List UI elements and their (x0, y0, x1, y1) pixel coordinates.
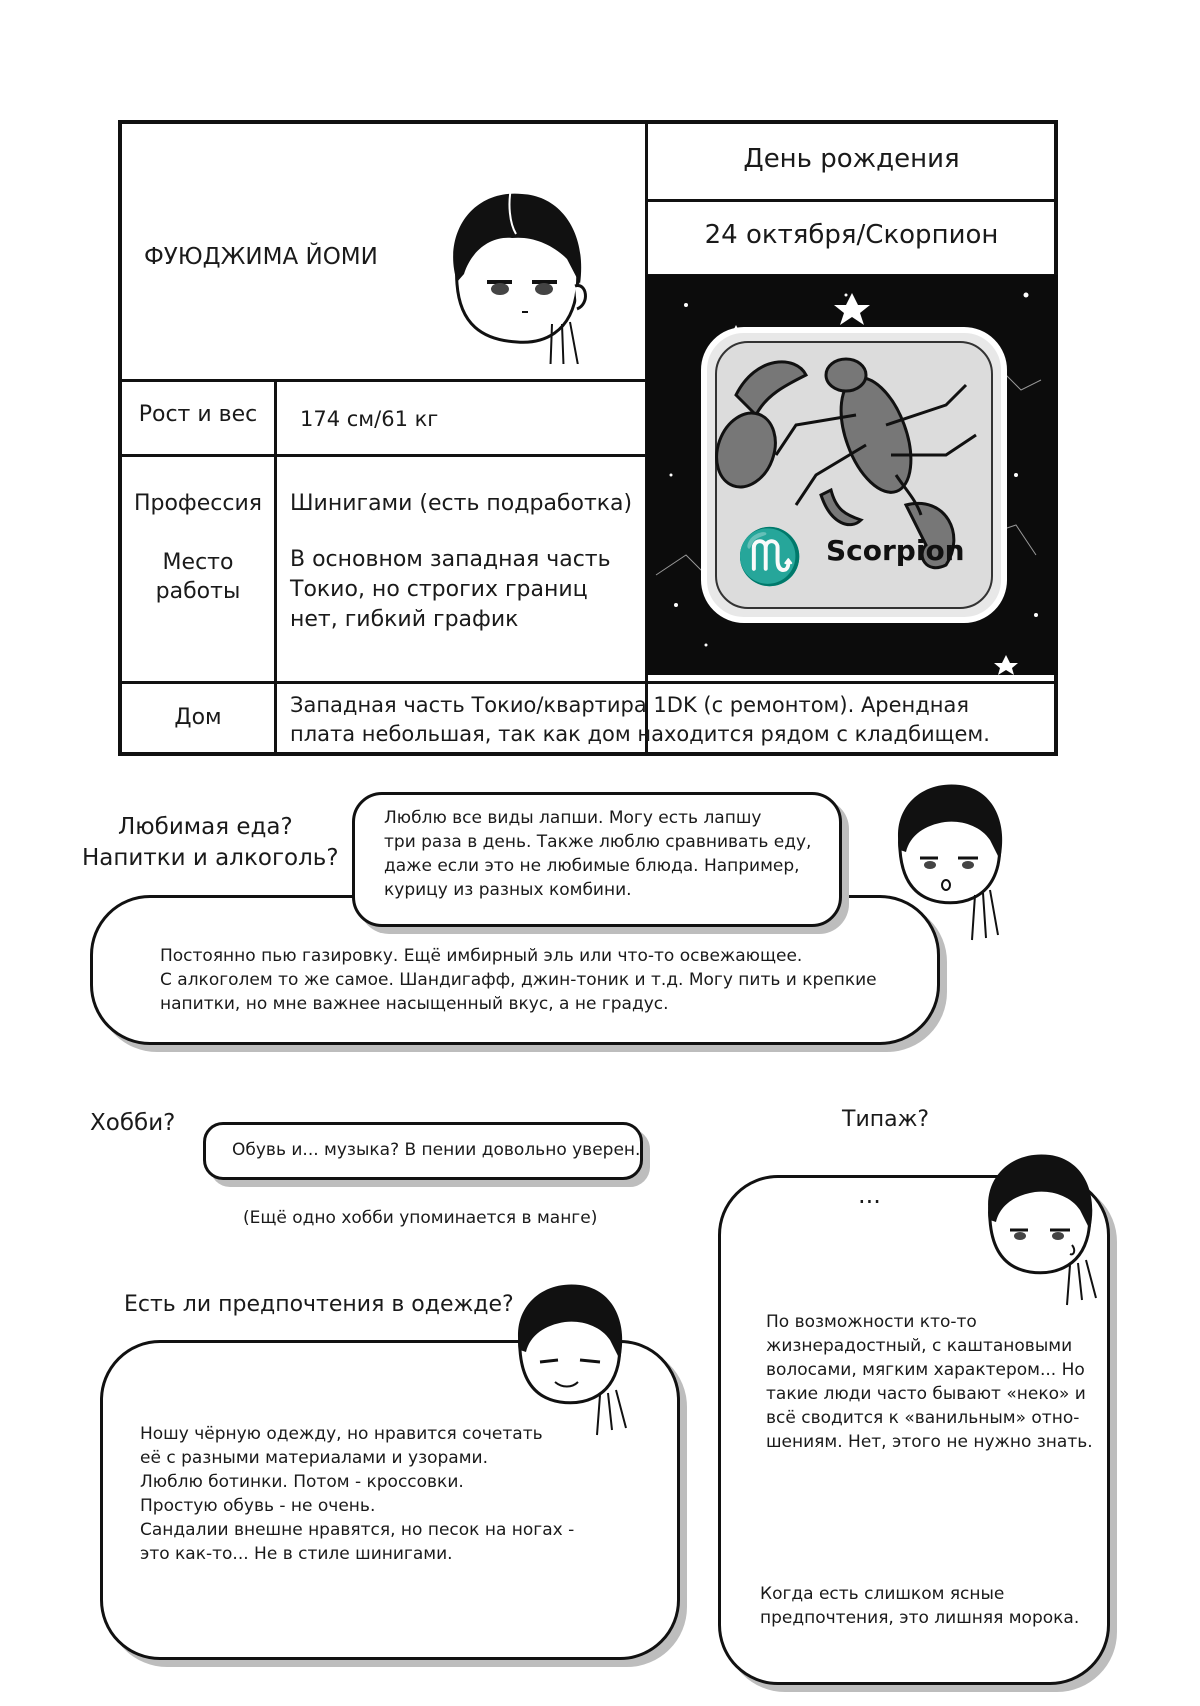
type-answer-line-3: волосами, мягким характером... Но (766, 1360, 1085, 1380)
type-answer-line-1: По возможности кто-то (766, 1312, 977, 1332)
food-question-2: Напитки и алкоголь? (82, 845, 339, 871)
workplace-line-3: нет, гибкий график (290, 607, 519, 632)
job-label: Профессия (133, 491, 263, 516)
job-value: Шинигами (есть подработка) (290, 491, 633, 516)
type-answer-line-2: жизнерадостный, с каштановыми (766, 1336, 1073, 1356)
food-answer-line-1: Люблю все виды лапши. Могу есть лапшу (384, 808, 762, 828)
food-answer-line-3: даже если это не любимые блюда. Например, (384, 856, 800, 876)
food-answer-line-4: курицу из разных комбини. (384, 880, 632, 900)
zodiac-illustration (646, 275, 1058, 675)
drinks-answer-line-1: Постоянно пью газировку. Ещё имбирный эль или что-то освежающее. (160, 946, 803, 966)
character-face-type (970, 1150, 1110, 1310)
character-face-food (880, 780, 1010, 950)
type-answer-line-4: такие люди часто бывают «неко» и (766, 1384, 1086, 1404)
birthday-label: День рождения (743, 144, 960, 174)
food-answer-line-2: три раза в день. Также люблю сравнивать еду, (384, 832, 812, 852)
workplace-line-2: Токио, но строгих границ (290, 577, 588, 602)
home-label: Дом (174, 705, 222, 730)
clothes-answer-line-4: Простую обувь - не очень. (140, 1496, 376, 1516)
height-value: 174 см/61 кг (300, 407, 439, 431)
home-line-2: плата небольшая, так как дом находится рядом с кладбищем. (290, 722, 990, 746)
clothes-answer-line-2: её с разными материалами и узорами. (140, 1448, 488, 1468)
type-answer-line-5: всё сводится к «ванильным» отно- (766, 1408, 1080, 1428)
workplace-label-2: работы (155, 579, 241, 604)
hobby-answer: Обувь и... музыка? В пении довольно уверен. (232, 1140, 641, 1160)
type-question: Типаж? (842, 1107, 930, 1132)
type-answer-line-6: шениям. Нет, этого не нужно знать. (766, 1432, 1093, 1452)
workplace-label-1: Место (162, 550, 234, 575)
height-label: Рост и вес (138, 402, 258, 427)
clothes-question: Есть ли предпочтения в одежде? (124, 1292, 514, 1317)
type-closing-line-2: предпочтения, это лишняя морока. (760, 1608, 1080, 1628)
clothes-answer-line-3: Люблю ботинки. Потом - кроссовки. (140, 1472, 464, 1492)
clothes-answer-line-6: это как-то... Не в стиле шинигами. (140, 1544, 453, 1564)
drinks-answer-line-2: С алкоголем то же самое. Шандигафф, джин-тоник и т.д. Могу пить и крепкие (160, 970, 877, 990)
character-face-clothes (500, 1280, 640, 1440)
workplace-line-1: В основном западная часть (290, 547, 611, 572)
character-name: ФУЮДЖИМА ЙОМИ (144, 244, 378, 270)
drinks-answer-line-3: напитки, но мне важнее насыщенный вкус, а не градус. (160, 994, 669, 1014)
hobby-question: Хобби? (90, 1110, 176, 1136)
clothes-answer-line-5: Сандалии внешне нравятся, но песок на ногах - (140, 1520, 575, 1540)
zodiac-symbol: ♏ (736, 525, 804, 588)
home-line-1: Западная часть Токио/квартира 1DK (с ремонтом). Арендная (290, 693, 970, 717)
birthday-value: 24 октября/Скорпион (704, 220, 999, 250)
food-question-1: Любимая еда? (118, 814, 293, 840)
type-closing-line-1: Когда есть слишком ясные (760, 1584, 1005, 1604)
zodiac-caption: Scorpion (826, 534, 965, 567)
clothes-answer-line-1: Ношу чёрную одежду, но нравится сочетать (140, 1424, 543, 1444)
hobby-note: (Ещё одно хобби упоминается в манге) (243, 1208, 598, 1228)
character-portrait (412, 164, 612, 364)
type-ellipsis: ... (858, 1181, 881, 1209)
